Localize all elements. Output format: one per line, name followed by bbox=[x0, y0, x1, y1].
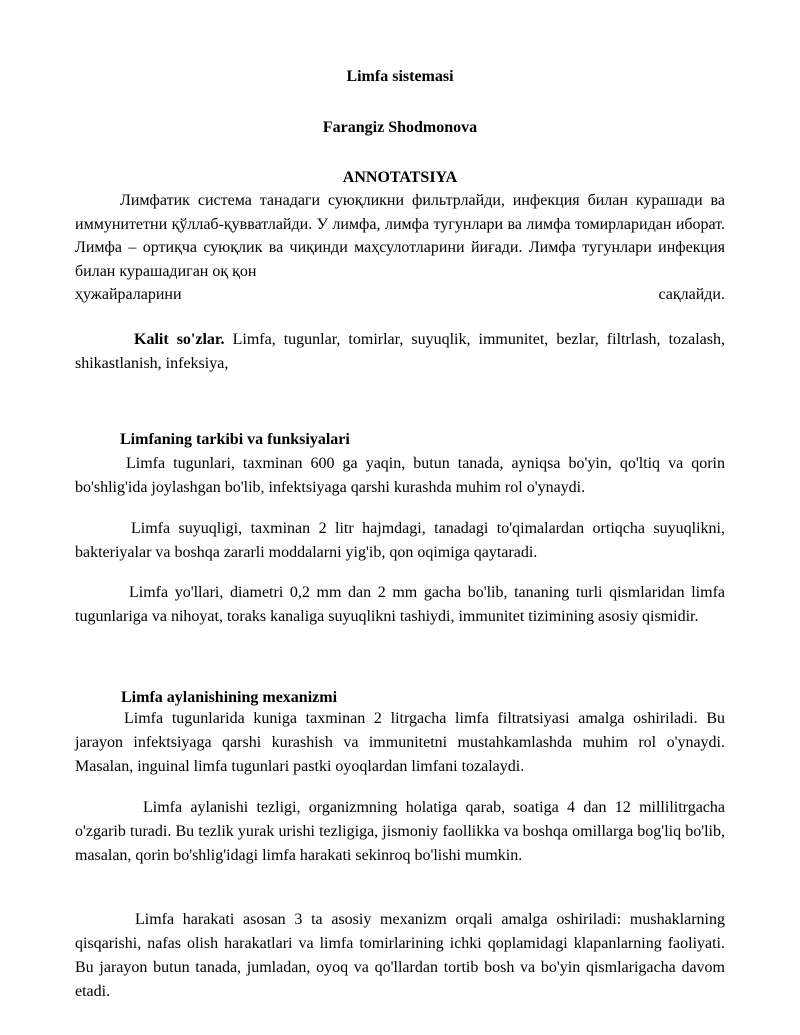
section-heading-mechanism: Limfa aylanishining mexanizmi bbox=[121, 689, 338, 706]
section1-paragraph-1: Limfa tugunlari, taxminan 600 ga yaqin, butun tanada, ayniqsa bo'yin, qo'ltiq va qorin bo'shlig'ida joylashgan bo'lib, infektsiyaga qarshi kurashda muhim rol o'ynaydi. bbox=[75, 455, 725, 496]
section2-paragraph-3: Limfa harakati asosan 3 ta asosiy mexanizm orqali amalga oshiriladi: mushaklarning qisqarishi, nafas olish harakatlari va limfa tomirlarining ichki qoplamidagi klapanlarning faoliyati. Bu jarayon butun tanada, jumladan, oyoq va qo'llardan tortib bosh va bo'yin qismlarigacha davom etadi. bbox=[75, 911, 725, 1000]
author-name: Farangiz Shodmonova bbox=[322, 119, 478, 136]
keywords-text: Limfa, tugunlar, tomirlar, suyuqlik, immunitet, bezlar, filtrlash, tozalash, shikastlanish, infeksiya, bbox=[75, 331, 726, 372]
section1-paragraph-3: Limfa yo'llari, diametri 0,2 mm dan 2 mm gacha bo'lib, tananing turli qismlaridan limfa tugunlariga va nihoyat, toraks kanaliga suyuqlikni tashiydi, immunitet tizimining asosiy qismidir. bbox=[75, 584, 725, 625]
section2-paragraph-1: Limfa tugunlarida kuniga taxminan 2 litrgacha limfa filtratsiyasi amalga oshiriladi. Bu jarayon infektsiyaga qarshi kurashish va immunitetni mustahkamlashda muhim rol o'ynaydi. Masalan, inguinal limfa tugunlari pastki oyoqlardan limfani tozalaydi. bbox=[75, 710, 725, 775]
annotation-last-line: ҳужайраларини сақлайди. bbox=[75, 286, 725, 303]
section1-paragraph-2: Limfa suyuqligi, taxminan 2 litr hajmdagi, tanadagi to'qimalardan ortiqcha suyuqlikni, bakteriyalar va boshqa zararli moddalarni yig'ib, qon oqimiga qaytaradi. bbox=[75, 520, 725, 561]
annotation-heading: ANNOTATSIYA bbox=[342, 169, 458, 186]
document-title: Limfa sistemasi bbox=[346, 68, 454, 85]
keywords-paragraph bbox=[75, 328, 725, 376]
keywords-label: Kalit so'zlar. bbox=[134, 331, 225, 348]
annotation-paragraph bbox=[75, 189, 725, 307]
section-heading-composition: Limfaning tarkibi va funksiyalari bbox=[120, 431, 350, 448]
annotation-text: Лимфатик система танадаги суюқликни фильтрлайди, инфекция билан курашади ва иммунитетни қўллаб-қувватлайди. У лимфа, лимфа тугунлари ва лимфа томирларидан иборат. Лимфа – ортиқча суюқлик ва чиқинди маҳсулотларини йиғади. Лимфа тугунлари инфекция билан курашадиган оқ қон bbox=[75, 192, 725, 280]
section2-paragraph-2: Limfa aylanishi tezligi, organizmning holatiga qarab, soatiga 4 dan 12 millilitrgacha o'zgarib turadi. Bu tezlik yurak urishi tezligiga, jismoniy faollikka va boshqa omillarga bog'liq bo'lib, masalan, qorin bo'shlig'idagi limfa harakati sekinroq bo'lishi mumkin. bbox=[75, 799, 725, 864]
